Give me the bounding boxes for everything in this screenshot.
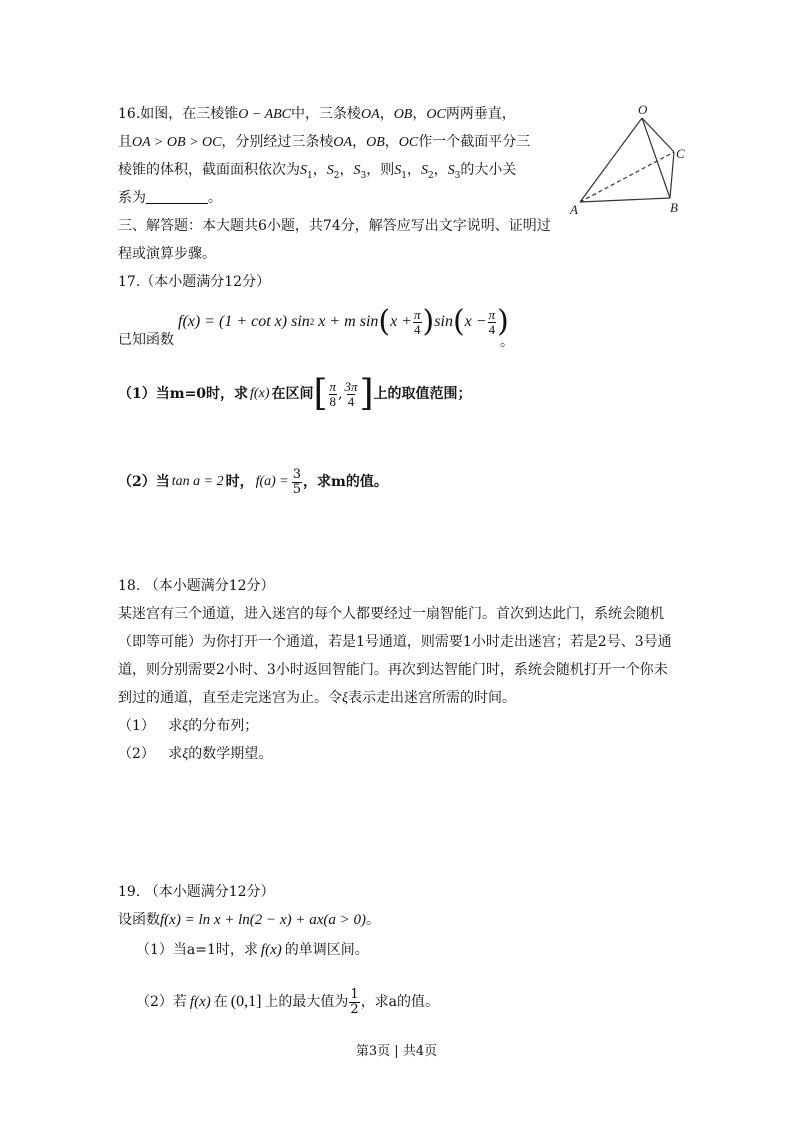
- q19-header: 19. （本小题满分12分）: [118, 884, 275, 900]
- page-footer: 第3页 | 共4页: [355, 1044, 438, 1059]
- q19-part1: （1）当a=1时，求 f(x) 的单调区间。: [136, 942, 369, 958]
- edge-oa: [580, 118, 642, 202]
- q16-line2: 且OA > OB > OC，分别经过三条棱OA，OB，OC作一个截面平分三: [118, 134, 531, 150]
- answer-blank: [146, 189, 208, 204]
- q17-given-label: 已知函数: [118, 332, 174, 348]
- q18-line4: 到过的通道，直至走完迷宫为止。令ξ表示走出迷宫所需的时间。: [118, 690, 516, 706]
- q18-line1: 某迷宫有三个通道，进入迷宫的每个人都要经过一扇智能门。首次到达此门，系统会随机: [118, 606, 664, 622]
- section3-line2: 程或演算步骤。: [118, 246, 216, 262]
- q16-line3: 棱锥的体积，截面面积依次为$S_1$，$S_2$，$S_3$，则$S_1$，$S_2$，$S_3$的大小关: [118, 162, 517, 181]
- pyramid-figure: [566, 102, 690, 218]
- q16-line4: 系为 。: [118, 190, 222, 206]
- q16-line1: 16.如图，在三棱锥O − ABC中，三条棱OA，OB，OC两两垂直，: [118, 106, 516, 122]
- q17-formula-end: 。: [500, 334, 514, 350]
- edge-oc: [642, 118, 674, 152]
- label-c: C: [676, 146, 685, 161]
- edge-ac-hidden: [580, 152, 674, 202]
- edge-ab: [580, 198, 670, 202]
- q18-line3: 道，则分别需要2小时、3小时返回智能门。再次到达智能门时，系统会随机打开一个你未: [118, 662, 668, 678]
- q17-part1: （1） 当m=0时，求 f(x) 在区间 [ $\frac{\pi}{8}$ , $\frac{3\pi}{4}$ ] 上的取值范围；: [118, 373, 472, 414]
- q18-part2: （2） 求ξ的数学期望。: [118, 746, 273, 762]
- q17-function-formula: f(x) = (1 + cot x) sin 2 x + m sin ( x + $\frac{\pi}{4}$ ) sin ( x − $\frac{\pi}{4}$ ): [178, 304, 509, 339]
- q19-part2: （2）若 f(x) 在 (0,1] 上的最大值为 $\frac{1}{2}$ ，求a的值。: [136, 986, 440, 1017]
- label-b: B: [670, 200, 678, 215]
- edge-cb: [670, 152, 674, 198]
- q18-line2: （即等可能）为你打开一个通道，若是1号通道，则需要1小时走出迷宫；若是2号、3号通: [118, 634, 672, 650]
- label-o: O: [638, 102, 648, 117]
- label-a: A: [570, 202, 578, 217]
- q18-header: 18. （本小题满分12分）: [118, 578, 275, 594]
- edge-ob: [642, 118, 670, 198]
- q19-given: 设函数f(x) = ln x + ln(2 − x) + ax(a > 0)。: [118, 912, 380, 928]
- q18-part1: （1） 求ξ的分布列；: [118, 718, 259, 734]
- section3-line1: 三、解答题：本大题共6小题，共74分，解答应写出文字说明、证明过: [118, 218, 551, 234]
- q17-header: 17.（本小题满分12分）: [118, 274, 271, 290]
- q17-part2: （2） 当 tan a = 2 时， f(a) = $\frac{3}{5}$ ，求m的值。: [118, 466, 388, 497]
